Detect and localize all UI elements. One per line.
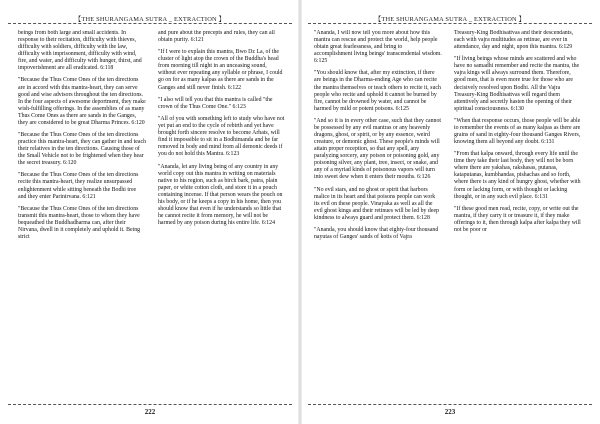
header-rule — [308, 23, 592, 24]
paragraph: "No evil stars, and no ghost or spirit that harbors malice in its heart and that poisons people can work its evil on these people. Vinayaka as well as all the evil ghost kings and their retinues will be led by deep kindness to always guard and protect them. 6:128 — [314, 186, 439, 221]
paragraph: "Because the Thus Come Ones of the ten directions practice this mantra-heart, they can gather in and teach their relatives in the ten directions. Causing those of the Small Vehicle not to be frightened when they hear the secret treasury. 6:120 — [18, 131, 146, 167]
footer-rule — [8, 404, 292, 405]
right-page — [300, 0, 600, 424]
paragraph: "Ananda, you should know that eighty-four thousand nayutas of Ganges' sands of kotis of Vajra — [314, 226, 439, 240]
paragraph: "If these good men read, recite, copy, or write out the mantra, if they carry it or treasure it, if they make offerings to it, then through kalpa after kalpa they will not be poor or — [454, 205, 581, 233]
paragraph: Treasury-King Bodhisattvas and their descendants, each with vajra multitudes as retinue, are ever in attendance, day and night, upon this mantra. 6:129 — [454, 30, 574, 51]
text-column-right-a — [314, 30, 442, 400]
page-number: 222 — [144, 408, 156, 416]
text-column-left-b — [158, 30, 286, 400]
paragraph: "If living beings whose minds are scattered and who have no samadhi remember and recite the mantra, the vajra kings will always surround them. Therefore, good men, that is even more true for those who are decisively resolved upon Bodhi. All the Vajra Treasury-King Bodhisattvas will regard them attentively and secretly hasten the opening of their spiritual consciousness. 6:130 — [454, 56, 580, 112]
paragraph: "You should know that, after my extinction, if there are beings in the Dharma-ending Age who can recite the mantra themselves or teach others to recite it, such people who recite and uphold it cannot be burned by fire, cannot be drowned by water, and cannot be harmed by mild or potent poisons. 6:125 — [314, 70, 441, 112]
text-column-left-a — [18, 30, 146, 400]
paragraph: "And so it is in every other case, such that they cannot be possessed by any evil mantras or any heavenly dragons, ghost, or spirit, or by any essence, weird creature, or demonic ghost. These people's minds will attain proper reception, so that any spell, any paralyzing sorcery, any poison or poisoning gold, any poisoning silver, any plant, tree, insect, or snake, and any of a myriad kinds of poisonous vapors will turn into sweet dew when it enters their mouths. 6:126 — [314, 117, 442, 181]
header-title: 【THE SHURANGAMA SUTRA _ EXTRACTION 】 — [371, 14, 529, 23]
running-head-right — [308, 14, 592, 26]
footer-rule — [308, 404, 592, 405]
paragraph: "Because the Thus Come Ones of the ten directions recite this mantra-heart, they realize unsurpassed enlightenment while sitting beneath the Bodhi tree and they enter Parinirvana. 6:121 — [18, 172, 139, 200]
paragraph: "Because the Thus Come Ones of the ten directions are in accord with this mantra-heart, they can serve good and wise advisors throughout the ten directions. In the four aspects of awesome deportment, they make wish-fulfilling offerings. In the assemblies of as many Thus Come Ones as there are sands in the Ganges, they are considered to be great Dharma Princes. 6:120 — [18, 77, 146, 126]
paragraph: "Ananda, let any living being of any country in any world copy out this mantra in writing on materials native to his region, such as birch bark, patra, plain paper, or white cotton cloth, and store it in a pouch containing incense. If that person wears the pouch on his body, or if he keeps a copy in his home, then you should know that even if he understands so little that he cannot recite it from memory, he will not be harmed by any poison during his entire life. 6:124 — [158, 163, 283, 226]
paragraph: "I also will tell you that this mantra is called "the crown of the Thus Come One." 6:123 — [158, 96, 273, 110]
running-head-left — [8, 14, 292, 26]
header-title: 【THE SHURANGAMA SUTRA _ EXTRACTION 】 — [71, 14, 229, 23]
paragraph: "Because the Thus Come Ones of the ten directions transmit this mantra-heart, those to whom they have bequeathed the Buddhadharma can, after their Nirvana, dwell in it completely and uphold it. Being strict — [18, 205, 141, 240]
header-rule — [8, 23, 292, 24]
paragraph: "From that kalpa onward, through every life until the time they take their last body, they will not be born where there are yakshas, rakshasas, putanas, kataputanas, kumbhandas, pishachas and so forth, where there is any kind of hungry ghost, whether with form or lacking form, or with thought or lacking thought, or in any such evil place. 6:131 — [454, 151, 581, 200]
paragraph: "Ananda, I will now tell you more about how this mantra can rescue and protect the world, help people obtain great fearlessness, and bring to accomplishment living beings' transcendental wisdom. 6:125 — [314, 30, 442, 65]
page-number: 223 — [444, 408, 456, 416]
paragraph: "All of you with something left to study who have not yet put an end to the cycle of rebirth and yet have brought forth sincere resolve to become Arhats, will find it impossible to sit in a Bodhimanda and be far removed in body and mind from all demonic deeds if you do not hold this Mantra. 6:123 — [158, 116, 285, 158]
paragraph: and pure about the precepts and rules, they can all obtain purity. 6:121 — [158, 30, 275, 44]
paragraph: "If I were to explain this mantra, Bwo Dz La, of the cluster of light atop the crown of the Buddha's head from morning till night in an unceasing sound, without ever repeating any syllable or phrase, I could go on for as many kalpas as there are sands in the Ganges and still never finish. 6:122 — [158, 49, 283, 91]
paragraph: beings from both large and small accidents. In response to their recitation, difficulty with thieves, difficulty with soldiers, difficulty with the law, difficulty with imprisonment, difficulty with wind, fire, and water, and difficulty with hunger, thirst, and impoverishment are all eradicated. 6:118 — [18, 30, 142, 72]
text-column-right-b — [454, 30, 582, 400]
paragraph: "When that response occurs, those people will be able to remember the events of as many kalpas as there are grains of sand in eighty-four thousand Ganges Rivers, knowing them all beyond any doubt. 6:131 — [454, 117, 581, 146]
